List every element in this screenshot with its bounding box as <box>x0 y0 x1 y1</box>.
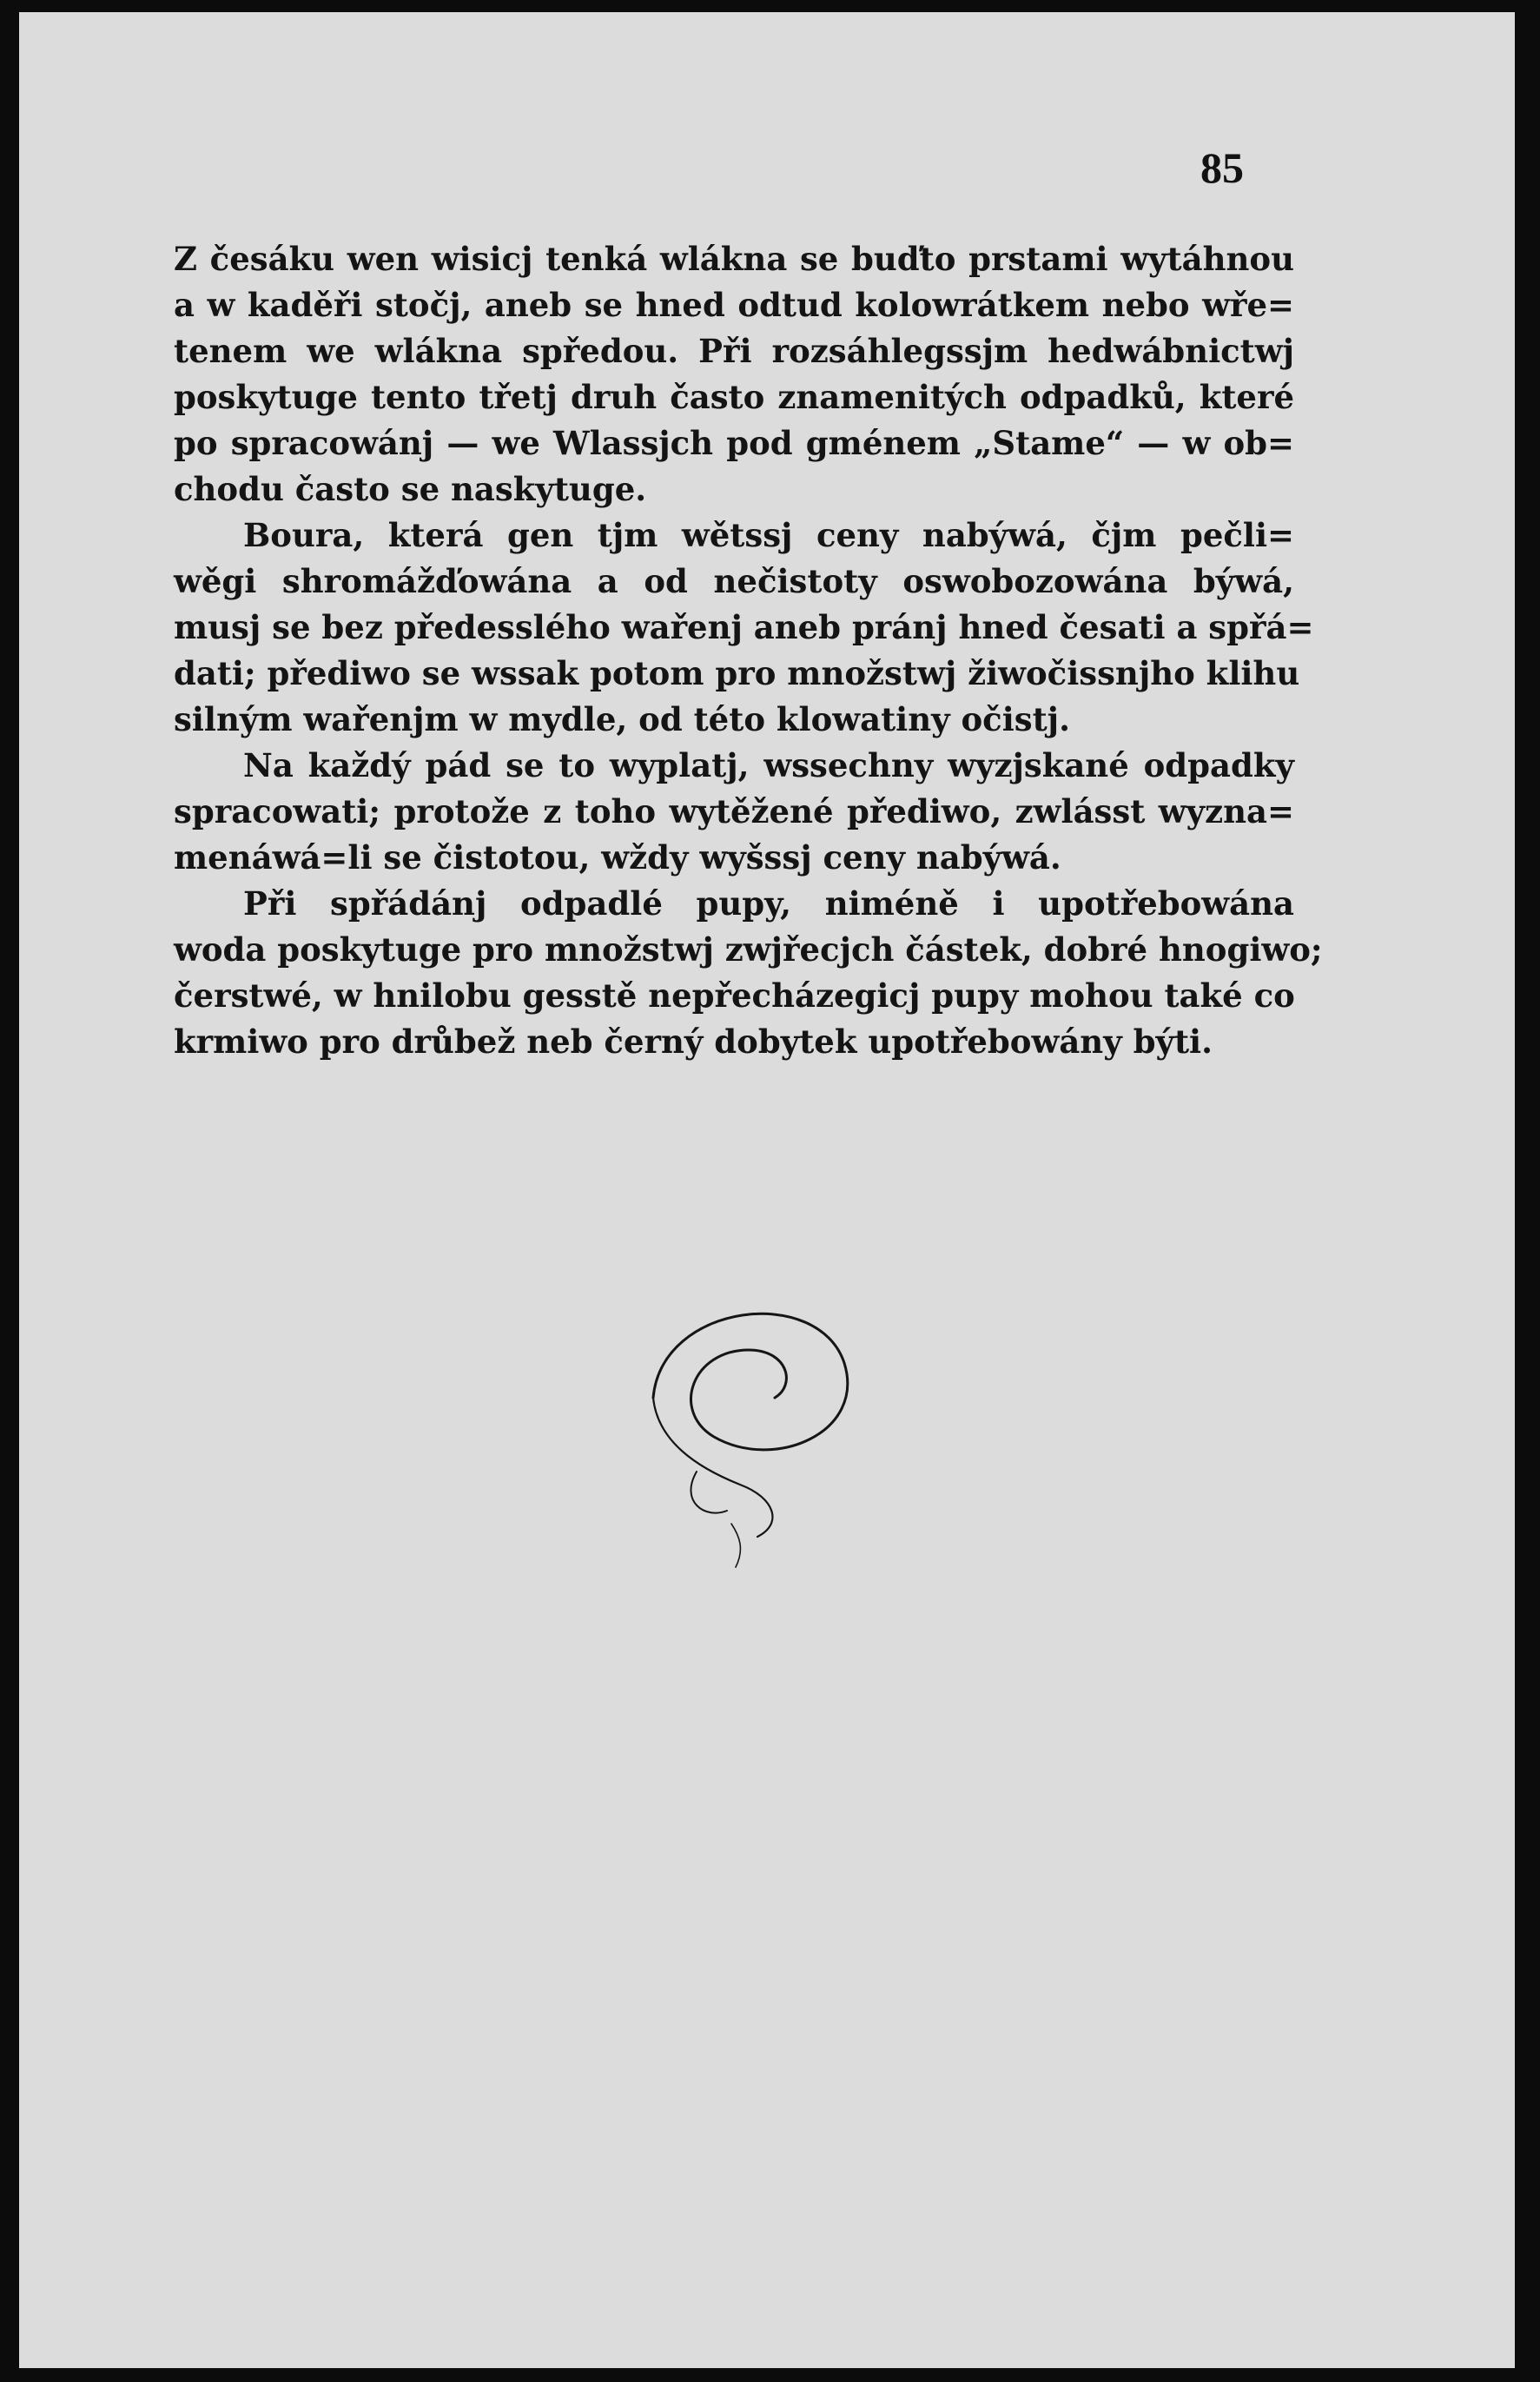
text-line: Při spřádánj odpadlé pupy, niméně i upotřebowána <box>243 884 1294 923</box>
text-line: musj se bez předesslého wařenj aneb pránj hned česati a spřá= <box>174 608 1314 646</box>
text-line: krmiwo pro drůbež neb černý dobytek upotřebowány býti. <box>174 1022 1213 1061</box>
text-line: Z česáku wen wisicj tenká wlákna se buďto prstami wytáhnou <box>174 240 1294 278</box>
text-line: dati; přediwo se wssak potom pro množstwj žiwočissnjho klihu <box>174 654 1300 692</box>
text-line: chodu často se naskytuge. <box>174 470 647 508</box>
text-line: čerstwé, w hnilobu gesstě nepřecházegicj pupy mohou také co <box>174 976 1295 1015</box>
flourish-ornament-icon <box>644 1267 870 1571</box>
text-line: poskytuge tento třetj druh často znamenitých odpadků, které <box>174 378 1294 416</box>
page-number: 85 <box>1200 143 1244 192</box>
text-line: silným wařenjm w mydle, od této klowatiny očistj. <box>174 700 1070 738</box>
text-line: woda poskytuge pro množstwj zwjřecjch částek, dobré hnogiwo; <box>174 930 1323 969</box>
text-line: spracowati; protože z toho wytěžené přediwo, zwlásst wyzna= <box>174 792 1294 830</box>
text-line: tenem we wlákna spředou. Při rozsáhlegssjm hedwábnictwj <box>174 332 1294 370</box>
text-line: Na každý pád se to wyplatj, wssechny wyzjskané odpadky <box>243 746 1294 784</box>
text-line: a w kaděři stočj, aneb se hned odtud kolowrátkem nebo wře= <box>174 286 1294 324</box>
text-line: Boura, která gen tjm wětssj ceny nabýwá, čjm pečli= <box>243 516 1294 554</box>
text-line: menáwá=li se čistotou, wždy wyšssj ceny nabýwá. <box>174 838 1061 877</box>
text-line: po spracowánj — we Wlassjch pod gménem „Stame“ — w ob= <box>174 424 1294 462</box>
text-line: wěgi shromážďowána a od nečistoty oswobozowána býwá, <box>174 562 1294 600</box>
book-page <box>19 12 1515 2368</box>
body-text <box>174 236 1323 1065</box>
